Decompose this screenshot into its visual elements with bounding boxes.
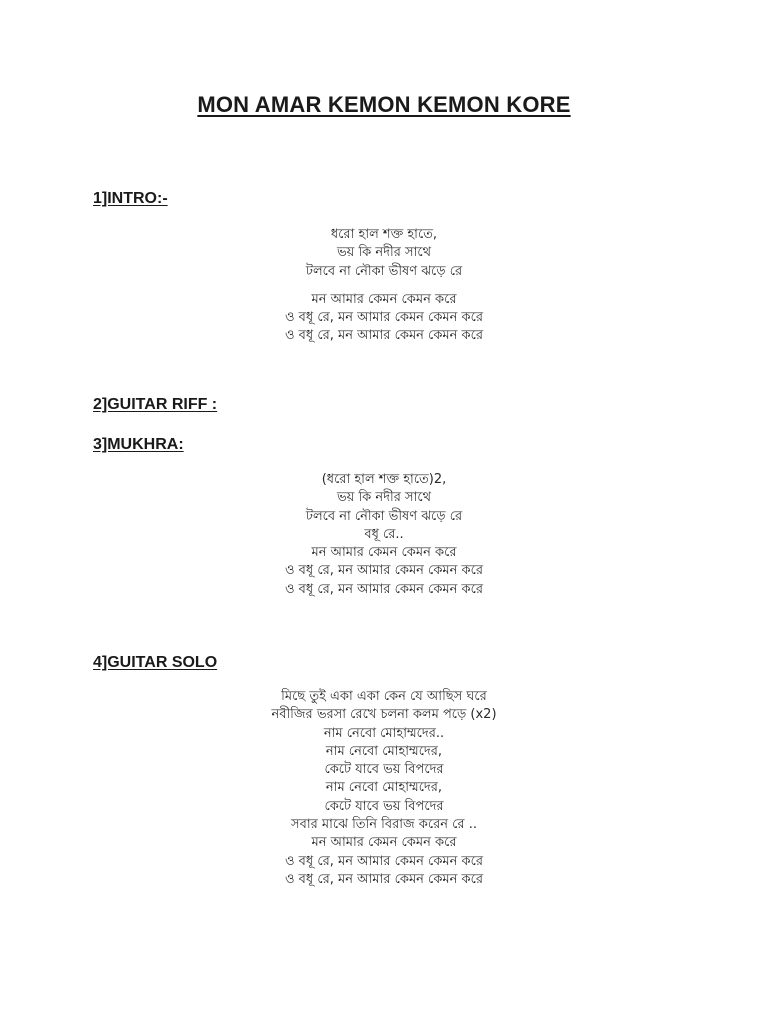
lyric-line: ও বধূ রে, মন আমার কেমন কেমন করে xyxy=(284,328,484,344)
lyric-line: নাম নেবো মোহাম্মদের, xyxy=(325,780,443,796)
lyric-line: মন আমার কেমন কেমন করে xyxy=(311,545,457,561)
lyric-line: সবার মাঝে তিনি বিরাজ করেন রে .. xyxy=(291,817,477,833)
section-heading-mukhra: 3]MUKHRA: xyxy=(93,436,184,453)
lyric-line: (ধরো হাল শক্ত হাতে)2, xyxy=(321,472,447,487)
lyric-line: মন আমার কেমন কেমন করে xyxy=(311,291,457,307)
lyric-line: বধূ রে.. xyxy=(364,526,404,542)
lyric-line: মিছে তুই একা একা কেন যে আছিস ঘরে xyxy=(281,689,487,704)
guitar-solo-lyrics xyxy=(184,688,584,889)
section-heading-guitar-solo: 4]GUITAR SOLO xyxy=(93,654,218,671)
lyric-line: ও বধূ রে, মন আমার কেমন কেমন করে xyxy=(284,563,484,579)
lyric-line: নাম নেবো মোহাম্মদের.. xyxy=(323,725,445,741)
lyric-line: ও বধূ রে, মন আমার কেমন কেমন করে xyxy=(284,871,484,887)
lyric-line: ভয় কি নদীর সাথে xyxy=(336,490,431,506)
lyric-line: ধরো হাল শক্ত হাতে, xyxy=(330,227,438,242)
lyric-line: ও বধূ রে, মন আমার কেমন কেমন করে xyxy=(284,310,484,326)
lyric-line: ও বধূ রে, মন আমার কেমন কেমন করে xyxy=(284,581,484,597)
section-heading-intro: 1]INTRO:- xyxy=(93,190,168,207)
lyric-line: টলবে না নৌকা ভীষণ ঝড়ে রে xyxy=(305,263,463,279)
lyric-line: নবীজির ভরসা রেখে চলনা কলম পড়ে (x2) xyxy=(271,707,497,723)
lyric-line: নাম নেবো মোহাম্মদের, xyxy=(325,743,443,759)
lyric-line: কেটে যাবে ভয় বিপদের xyxy=(324,798,444,814)
lyric-line: ও বধূ রে, মন আমার কেমন কেমন করে xyxy=(284,853,484,869)
mukhra-lyrics xyxy=(184,471,584,599)
lyric-line: টলবে না নৌকা ভীষণ ঝড়ে রে xyxy=(305,508,463,524)
intro-lyrics xyxy=(184,226,584,346)
section-heading-guitar-riff: 2]GUITAR RIFF : xyxy=(93,396,218,413)
lyric-line: মন আমার কেমন কেমন করে xyxy=(311,835,457,851)
song-title: MON AMAR KEMON KEMON KORE xyxy=(197,92,571,117)
lyric-line: কেটে যাবে ভয় বিপদের xyxy=(324,762,444,778)
lyric-line: ভয় কি নদীর সাথে xyxy=(336,245,431,261)
